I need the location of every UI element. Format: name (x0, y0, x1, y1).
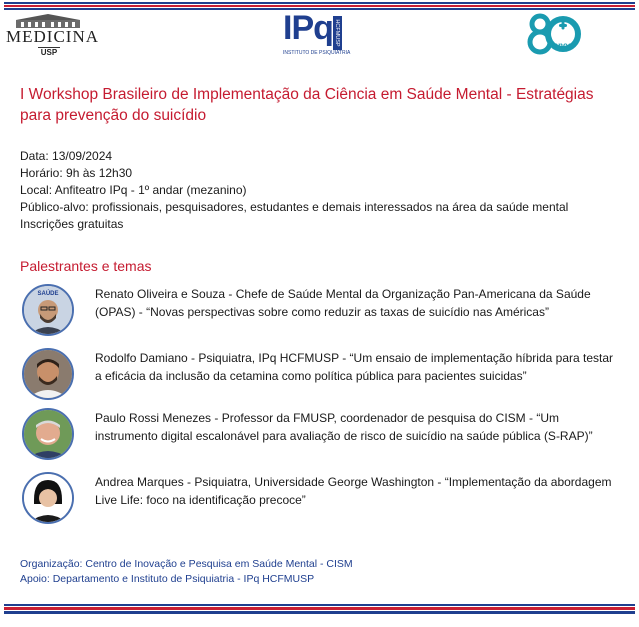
event-title: I Workshop Brasileiro de Implementação da Ciência em Saúde Mental - Estratégias para prevenção do suicídio (20, 86, 594, 124)
speaker-photo (22, 472, 74, 524)
speaker-description: Rodolfo Damiano - Psiquiatra, IPq HCFMUSP - “Um ensaio de implementação híbrida para testar a eficácia da inclusão da cetamina como política pública para pacientes suicidas” (95, 351, 614, 383)
ipq-wordmark: IPq (283, 9, 333, 47)
speaker-photo (22, 408, 74, 460)
star-icon (559, 22, 567, 30)
footer-credits (20, 557, 353, 587)
audience-line: Público-alvo: profissionais, pesquisadores, estudantes e demais interessados na área da saúde mental (20, 200, 569, 214)
event-info (20, 148, 630, 233)
ipq-subtitle: INSTITUTO DE PSIQUIATRIA (283, 50, 351, 56)
80-anos-logo (526, 12, 582, 56)
speaker-description: Renato Oliveira e Souza - Chefe de Saúde Mental da Organização Pan-Americana da Saúde (OPAS) - “Novas perspectivas sobre como reduzir as taxas de suicídio nas Américas” (95, 287, 591, 319)
date-line: Data: 13/09/2024 (20, 149, 113, 163)
registration-line: Inscrições gratuitas (20, 217, 124, 231)
medicina-usp-logo (6, 14, 99, 57)
speaker-item (22, 348, 622, 404)
ipq-side-bar (333, 16, 342, 50)
speakers-heading: Palestrantes e temas (20, 258, 152, 274)
speaker-description: Paulo Rossi Menezes - Professor da FMUSP, coordenador de pesquisa do CISM - “Um instrumento digital escalonável para avaliação de risco de suicídio na saúde pública (S-RAP)” (95, 411, 593, 443)
80-number: 80 (526, 12, 528, 13)
speaker-item (22, 284, 622, 340)
support-line: Apoio: Departamento e Instituto de Psiquiatria - IPq HCFMUSP (20, 573, 315, 585)
speaker-description: Andrea Marques - Psiquiatra, Universidade George Washington - “Implementação da abordagem Live Life: foco na identificação precoce” (95, 475, 612, 507)
ipq-logo (283, 9, 351, 56)
bottom-stripe (4, 604, 635, 614)
usp-wordmark: USP (38, 47, 60, 57)
speaker-photo (22, 348, 74, 400)
organization-line: Organização: Centro de Inovação e Pesquisa em Saúde Mental - CISM (20, 558, 353, 570)
speaker-photo-badge: SAÚDE (37, 291, 59, 297)
anos-word: anos (553, 41, 573, 50)
speaker-item (22, 408, 622, 464)
ipq-side-text: HCFMUSP (334, 19, 341, 47)
medicina-wordmark: MEDICINA (6, 27, 99, 46)
building-icon (16, 14, 80, 28)
location-line: Local: Anfiteatro IPq - 1º andar (mezanino) (20, 183, 247, 197)
time-line: Horário: 9h às 12h30 (20, 166, 133, 180)
speaker-item (22, 472, 622, 528)
speaker-photo (22, 284, 74, 336)
